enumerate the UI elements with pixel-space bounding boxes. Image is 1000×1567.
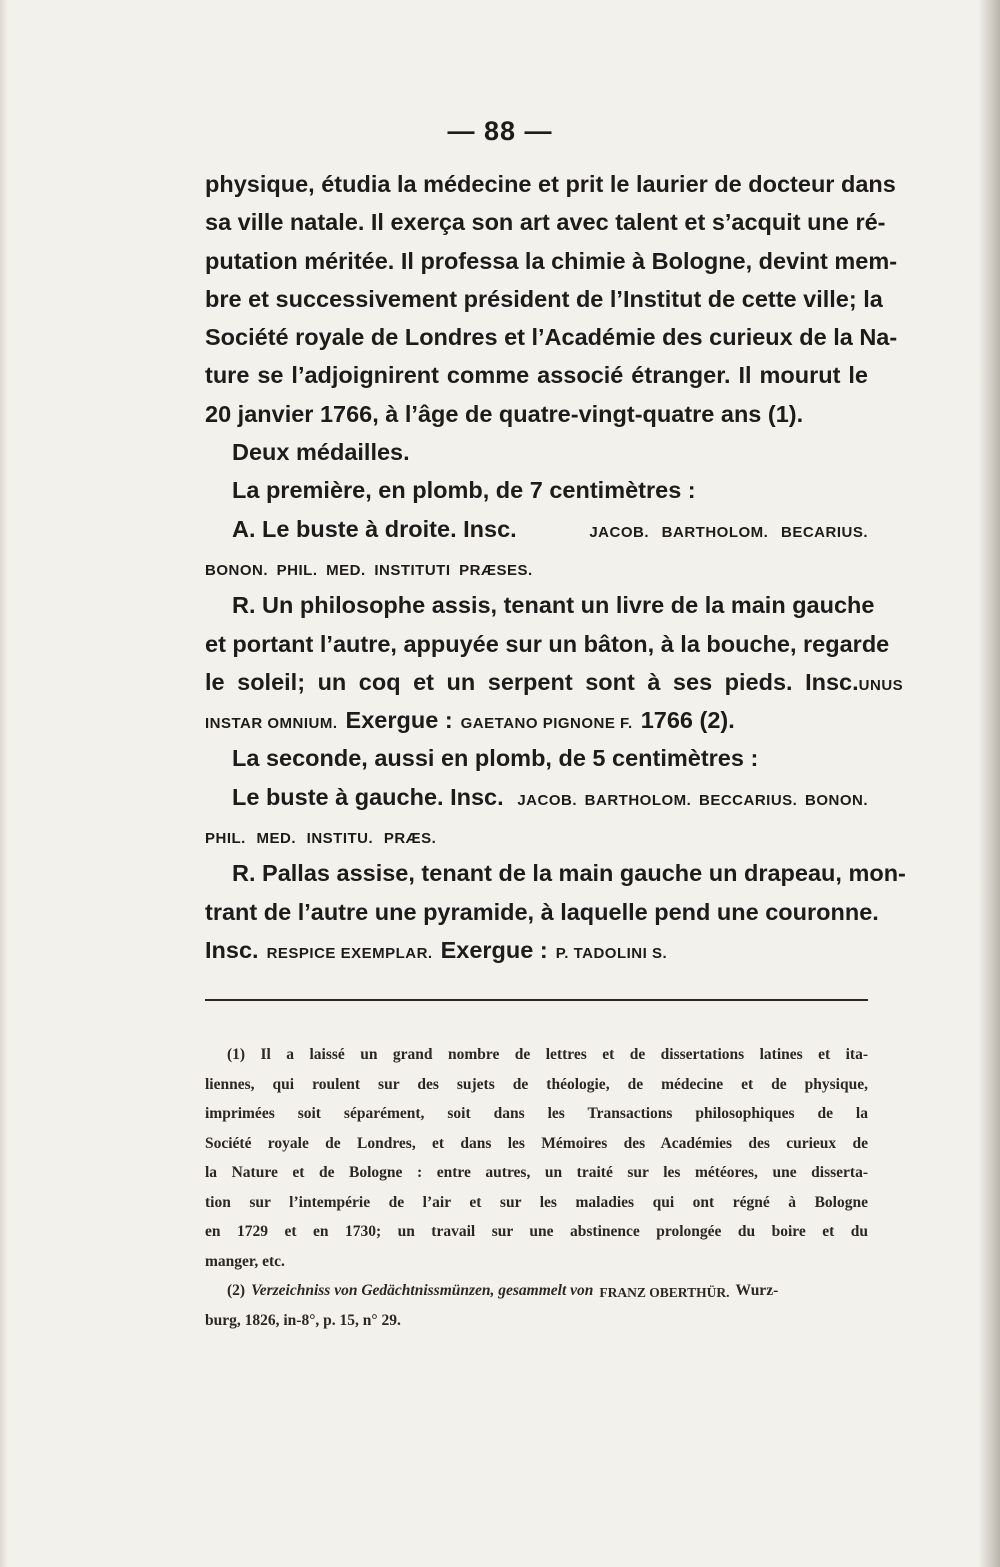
insc-label: Insc. — [205, 936, 259, 963]
footnote-author: FRANZ OBERTHÜR. — [599, 1285, 730, 1300]
footnote-title: Verzeichniss von Gedächtnissmünzen, gesammelt von — [251, 1282, 594, 1299]
text-line — [205, 356, 868, 394]
text-line-content: ture se l’adjoignirent comme associé étranger. Il mourut le — [205, 362, 868, 389]
page-edge-right — [978, 0, 1000, 1567]
text-line — [205, 318, 898, 356]
footnote-separator — [205, 999, 868, 1001]
page-edge-left — [0, 0, 8, 1567]
footnote-line — [205, 1070, 868, 1100]
footnote-text: tion sur l’intempérie de l’air et sur les maladies qui ont régné à Bologne — [205, 1193, 868, 1211]
text-line-content: sa ville natale. Il exerça son art avec talent et s’acquit une ré- — [205, 209, 886, 236]
text-line — [205, 854, 906, 892]
footnote-text: Wurz- — [735, 1282, 779, 1299]
exergue-label: Exergue : — [345, 707, 453, 734]
inscription: JACOB. BARTHOLOM. BECARIUS. — [589, 523, 868, 541]
text-line — [205, 395, 868, 433]
footnote-text: manger, etc. — [205, 1252, 285, 1270]
footnote-line — [205, 1040, 868, 1070]
text-line — [205, 663, 904, 701]
text-line — [205, 701, 868, 739]
text-line — [205, 586, 875, 624]
obverse-label: A. Le buste à droite. Insc. — [232, 515, 517, 542]
inscription: RESPICE EXEMPLAR. — [266, 944, 433, 962]
text-line — [205, 739, 868, 777]
text-line-content: bre et successivement président de l’Institut de cette ville; la — [205, 285, 883, 312]
inscription: PHIL. MED. INSTITU. PRÆS. — [205, 830, 437, 848]
footnote-text: burg, 1826, in-8°, p. 15, n° 29. — [205, 1311, 401, 1329]
footnote-line — [205, 1217, 868, 1247]
footnote-text: la Nature et de Bologne : entre autres, un traité sur les météores, une disserta- — [205, 1164, 868, 1181]
footnote-line — [205, 1188, 868, 1218]
text-line-content: 20 janvier 1766, à l’âge de quatre-vingt-quatre ans (1). — [205, 400, 804, 427]
text-line-content: Société royale de Londres et l’Académie des curieux de la Na- — [205, 324, 898, 351]
exergue-label: Exergue : — [440, 936, 548, 963]
text-line-content: La première, en plomb, de 7 centimètres : — [232, 477, 696, 504]
text-line-content: Deux médailles. — [232, 439, 410, 466]
reverse-description: trant de l’autre une pyramide, à laquelle pend une couronne. — [205, 898, 879, 925]
inscription: JACOB. BARTHOLOM. BECCARIUS. BONON. — [517, 791, 868, 809]
footnote-line — [205, 1247, 868, 1277]
medal2-obverse — [205, 778, 868, 816]
footnote-text: imprimées soit séparément, soit dans les Transactions philosophiques de la — [205, 1105, 868, 1122]
obverse-label: Le buste à gauche. Insc. — [232, 783, 504, 810]
text-line-content: physique, étudia la médecine et prit le laurier de docteur dans — [205, 171, 896, 197]
exergue-year: 1766 (2). — [640, 707, 735, 734]
exergue-text: P. TADOLINI S. — [555, 944, 668, 962]
medal1-obverse — [205, 510, 868, 548]
inscription: BONON. PHIL. MED. INSTITUTI PRÆSES. — [205, 561, 533, 579]
text-line — [205, 280, 883, 318]
text-line — [205, 625, 890, 663]
inscription: INSTAR OMNIUM. — [205, 715, 338, 733]
medal2-intro: La seconde, aussi en plomb, de 5 centimètres : — [232, 745, 759, 772]
text-line — [205, 203, 886, 241]
reverse-description: R. Pallas assise, tenant de la main gauche un drapeau, mon- — [232, 860, 906, 887]
reverse-description: et portant l’autre, appuyée sur un bâton, à la bouche, regarde — [205, 630, 890, 657]
text-line — [205, 893, 879, 931]
text-line — [205, 433, 868, 471]
footnote-text: liennes, qui roulent sur des sujets de théologie, de médecine et de physique, — [205, 1075, 868, 1093]
text-line — [205, 165, 896, 203]
reverse-description: R. Un philosophe assis, tenant un livre de la main gauche — [232, 592, 875, 619]
footnote-line — [205, 1276, 868, 1306]
text-line-content: putation méritée. Il professa la chimie à Bologne, devint mem- — [205, 247, 898, 274]
text-line — [205, 931, 868, 969]
page-number: — 88 — — [447, 116, 553, 146]
text-line — [205, 242, 898, 280]
reverse-description: le soleil; un coq et un serpent sont à ses pieds. Insc. — [205, 668, 859, 695]
medal2-obverse-cont — [205, 816, 868, 854]
footnote-line — [205, 1129, 868, 1159]
footnote-line — [205, 1158, 868, 1188]
text-line — [205, 471, 868, 509]
footnote-text: Société royale de Londres, et dans les Mémoires des Académies des curieux de — [205, 1134, 868, 1152]
footnote-line — [205, 1306, 868, 1336]
footnote-text: (1) Il a laissé un grand nombre de lettres et de dissertations latines et ita- — [227, 1046, 868, 1063]
footnote-marker: (2) — [227, 1282, 246, 1299]
footnote-text: en 1729 et en 1730; un travail sur une abstinence prolongée du boire et du — [205, 1223, 868, 1240]
footnotes — [205, 1040, 868, 1335]
inscription: UNUS — [858, 676, 904, 694]
exergue-text: GAETANO PIGNONE F. — [460, 715, 633, 733]
footnote-line — [205, 1099, 868, 1129]
medal1-obverse-cont — [205, 548, 868, 586]
main-text — [205, 165, 906, 969]
